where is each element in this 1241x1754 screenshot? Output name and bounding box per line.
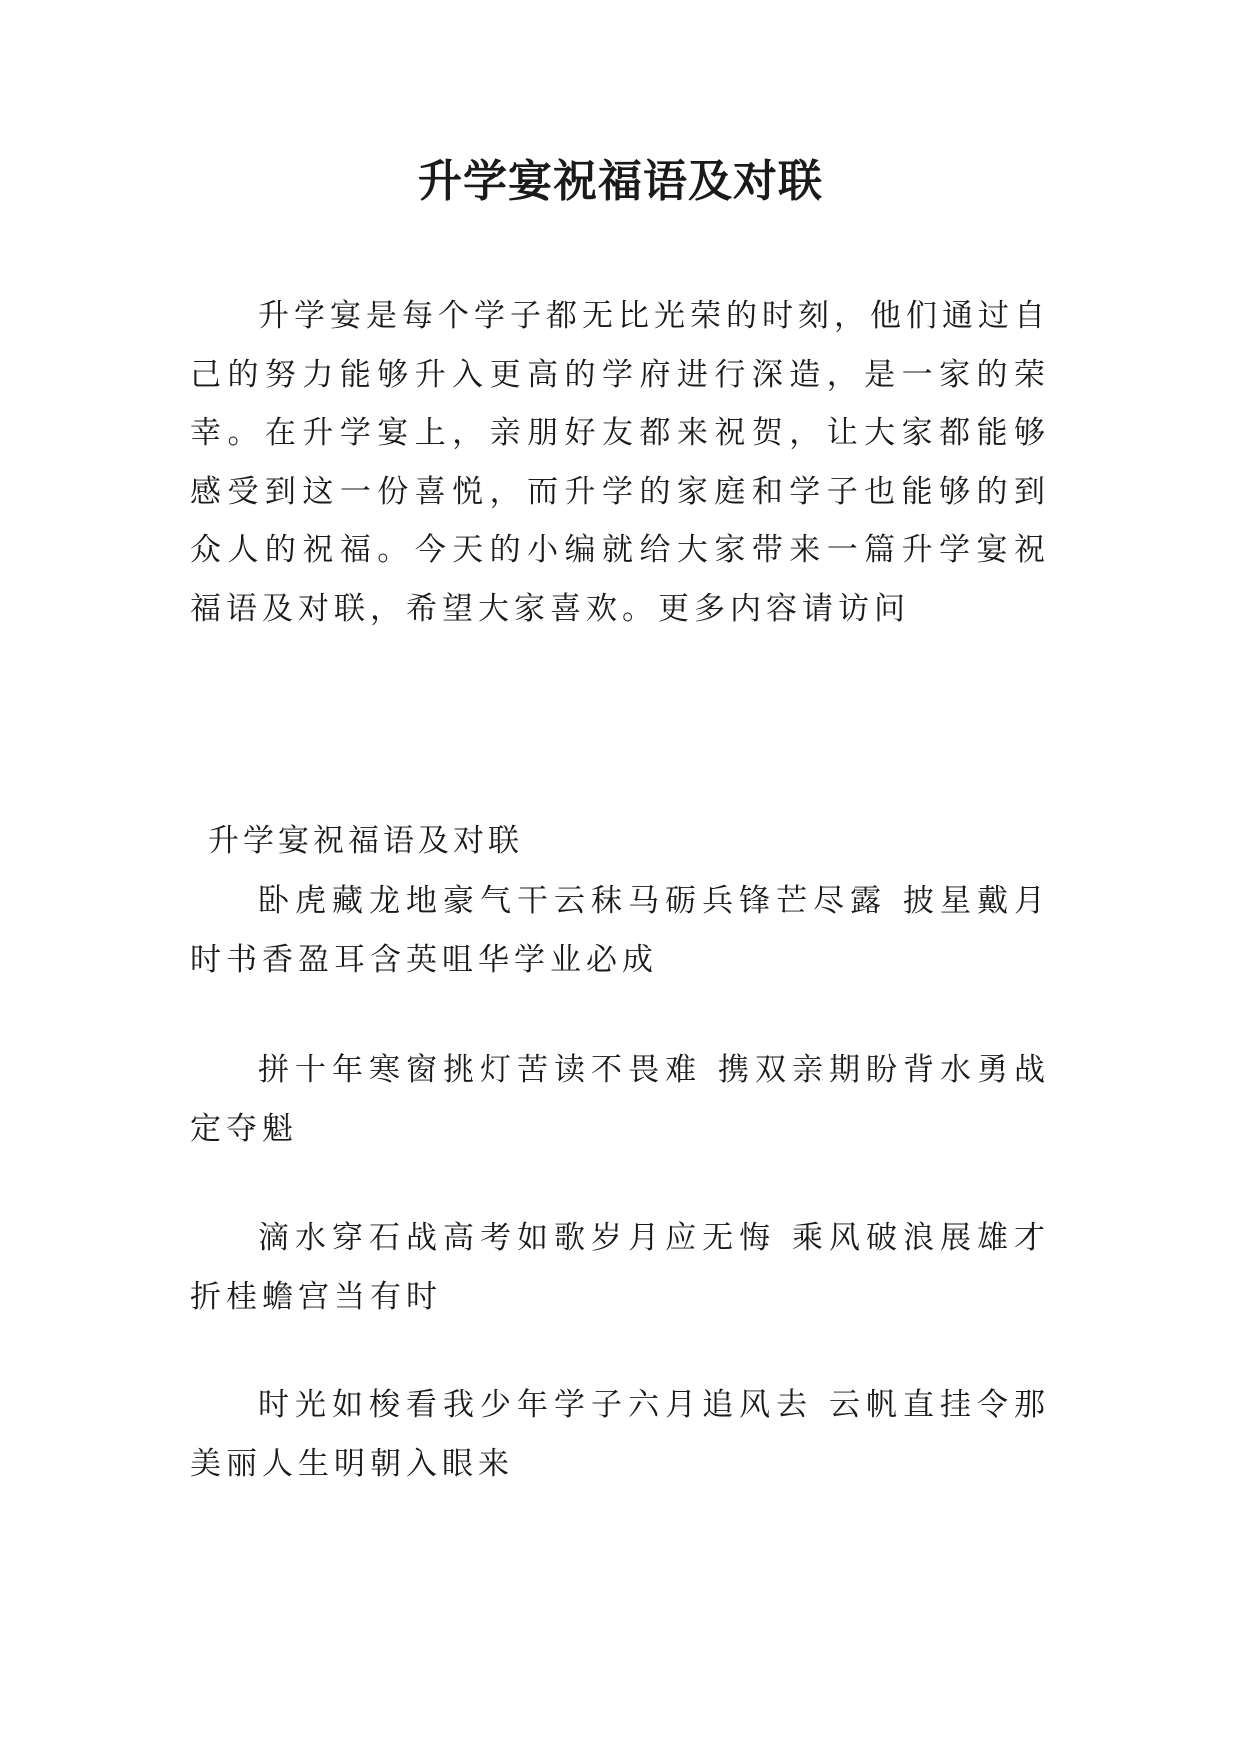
document-title: 升学宴祝福语及对联 [418,156,823,207]
section-heading: 升学宴祝福语及对联 [208,823,523,859]
couplet-1: 卧虎藏龙地豪气干云秣马砺兵锋芒尽露 披星戴月时书香盈耳含英咀华学业必成 [190,883,1050,978]
couplet-2: 拼十年寒窗挑灯苦读不畏难 携双亲期盼背水勇战定夺魁 [190,1052,1050,1147]
intro-paragraph: 升学宴是每个学子都无比光荣的时刻，他们通过自己的努力能够升入更高的学府进行深造，是一家的荣幸。在升学宴上，亲朋好友都来祝贺，让大家都能够感受到这一份喜悦，而升学的家庭和学子也能够的到众人的祝福。今天的小编就给大家带来一篇升学宴祝福语及对联，希望大家喜欢。更多内容请访问 [190,298,1050,627]
couplet-4: 时光如梭看我少年学子六月追风去 云帆直挂令那美丽人生明朝入眼来 [190,1387,1050,1482]
couplet-3: 滴水穿石战高考如歌岁月应无悔 乘风破浪展雄才折桂蟾宫当有时 [190,1220,1050,1315]
